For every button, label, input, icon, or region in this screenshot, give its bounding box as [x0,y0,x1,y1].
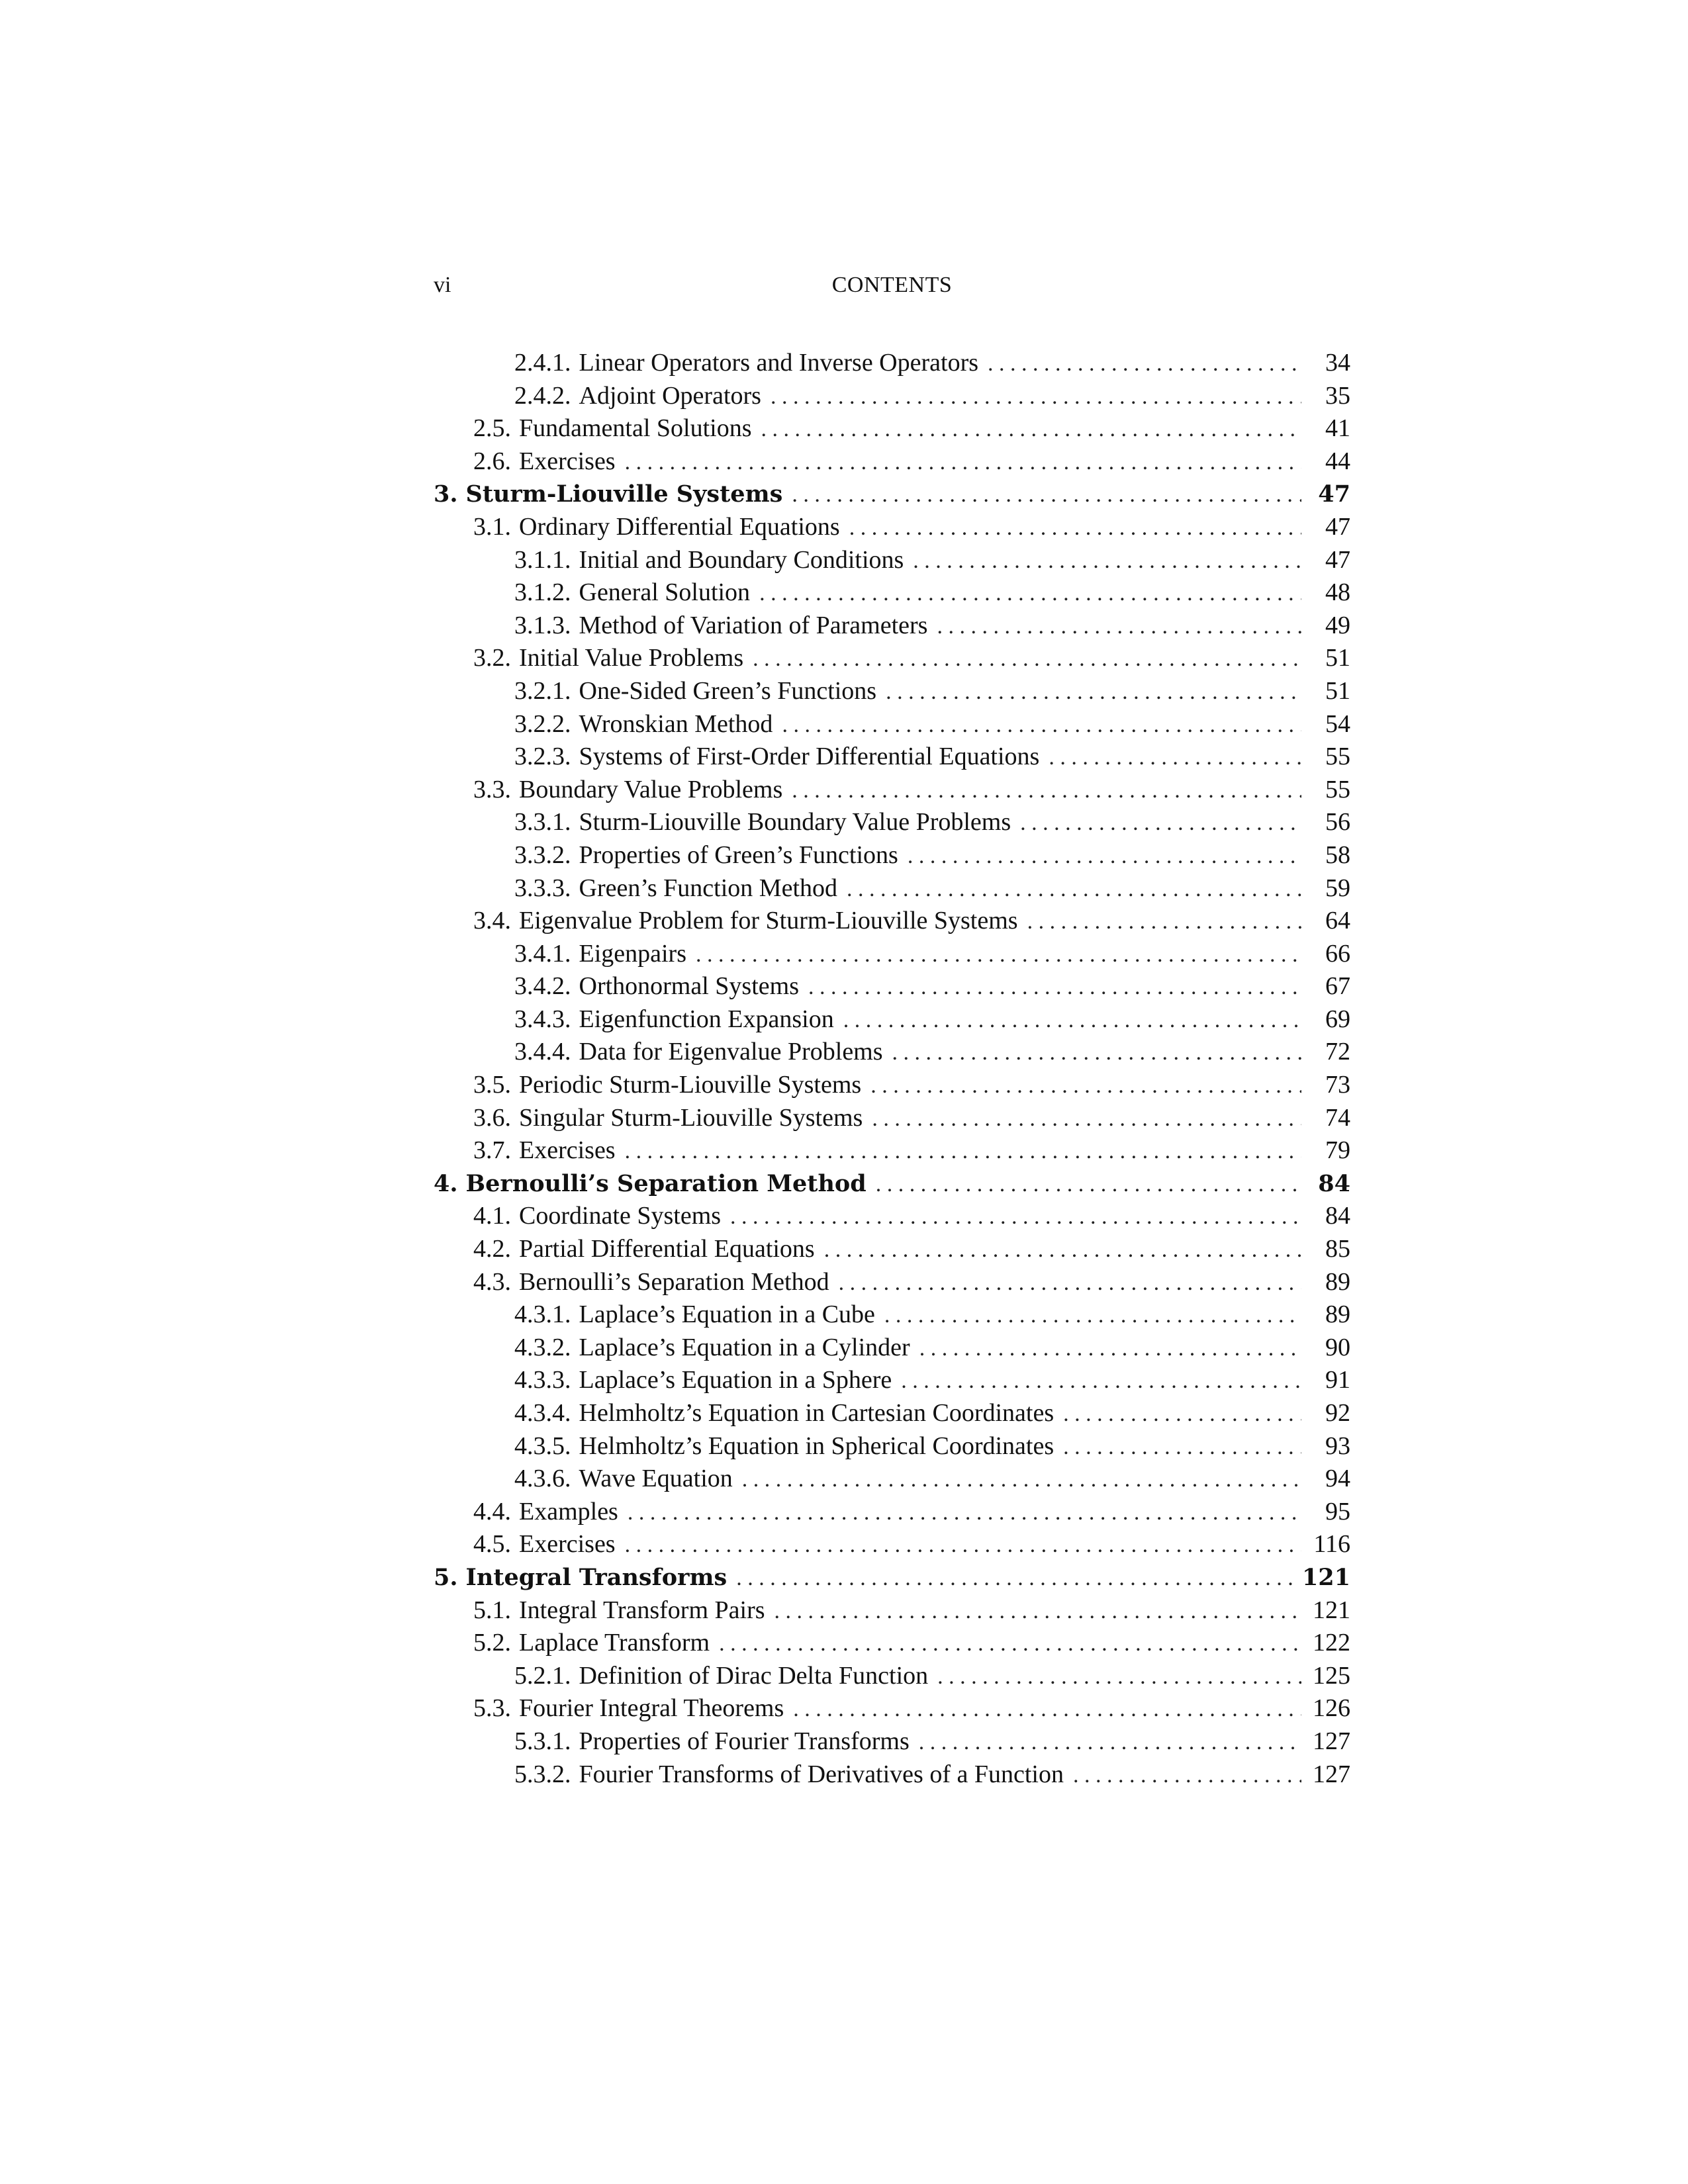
toc-entry-title: Laplace’s Equation in a Sphere [579,1366,892,1394]
toc-chapter-entry[interactable] [434,1561,1350,1594]
toc-section-entry[interactable] [434,774,1350,807]
toc-entry-number: 3.4.3. [514,1005,571,1033]
toc-section-entry[interactable] [434,1069,1350,1102]
toc-section-entry[interactable] [434,1233,1350,1266]
toc-dot-leader [988,347,1301,381]
toc-entry-number: 3.6. [473,1103,511,1132]
toc-entry-title: Helmholtz’s Equation in Cartesian Coordinates [579,1399,1055,1427]
toc-entry-title: Eigenvalue Problem for Sturm-Liouville Systems [519,907,1018,935]
toc-entry-number: 2.4.1. [514,349,571,377]
page-header [434,273,1350,312]
toc-section-entry[interactable] [434,412,1350,445]
toc-entry-number: 3.2.3. [514,743,571,771]
toc-entry-number: 5.1. [473,1596,511,1624]
toc-entry-title: Exercises [519,1530,616,1559]
toc-entry-page: 93 [1325,1432,1350,1460]
toc-entry-page: 85 [1325,1235,1350,1263]
toc-entry-title: Fourier Integral Theorems [519,1694,784,1723]
toc-entry-title: Adjoint Operators [579,381,761,410]
toc-dot-leader [628,1496,1301,1529]
toc-chapter-entry[interactable] [434,1167,1350,1201]
toc-section-entry[interactable] [434,970,1350,1003]
toc-dot-leader [625,1529,1301,1562]
toc-section-entry[interactable] [434,1758,1350,1792]
toc-section-entry[interactable] [434,839,1350,872]
toc-entry-number: 4.3.2. [514,1333,571,1361]
toc-dot-leader [937,610,1301,643]
toc-entry-page: 55 [1325,743,1350,771]
toc-section-entry[interactable] [434,872,1350,905]
toc-dot-leader [719,1627,1301,1661]
toc-entry-page: 79 [1325,1136,1350,1165]
toc-entry-page: 127 [1313,1760,1350,1788]
toc-entry-number: 3.1. [473,512,511,541]
toc-entry-number: 4.5. [473,1530,511,1559]
toc-entry-page: 116 [1313,1530,1350,1559]
toc-entry-page: 35 [1325,381,1350,410]
toc-entry-page: 69 [1325,1005,1350,1033]
toc-entry-number: 2.4.2. [514,381,571,410]
running-head: CONTENTS [831,273,953,297]
toc-section-entry[interactable] [434,610,1350,643]
toc-dot-leader [886,676,1301,709]
toc-entry-number: 3.2.2. [514,709,571,738]
toc-dot-leader [771,381,1301,414]
toc-entry-title: Laplace’s Equation in a Cube [579,1300,875,1329]
toc-dot-leader [919,1726,1301,1759]
toc-entry-number: 3.1.2. [514,578,571,607]
toc-section-entry[interactable] [434,708,1350,741]
toc-section-entry[interactable] [434,642,1350,675]
toc-section-entry[interactable] [434,511,1350,544]
toc-entry-page: 44 [1325,447,1350,475]
toc-entry-title: Bernoulli’s Separation Method [465,1169,867,1197]
toc-entry-title: Eigenfunction Expansion [579,1005,834,1033]
toc-entry-page: 67 [1325,972,1350,1001]
toc-entry-title: Integral Transform Pairs [519,1596,765,1624]
toc-entry-title: Bernoulli’s Separation Method [519,1267,829,1296]
toc-entry-number: 3. [434,480,458,508]
toc-section-entry[interactable] [434,1463,1350,1496]
toc-dot-leader [774,1595,1301,1628]
toc-entry-title: Periodic Sturm-Liouville Systems [519,1071,862,1099]
toc-section-entry[interactable] [434,347,1350,380]
toc-dot-leader [872,1103,1301,1136]
page-number: vi [434,273,451,297]
toc-section-entry[interactable] [434,1364,1350,1397]
toc-dot-leader [839,1267,1301,1300]
toc-entry-number: 3.3.2. [514,841,571,869]
toc-entry-page: 90 [1325,1333,1350,1361]
toc-entry-number: 5.3.2. [514,1760,571,1788]
toc-entry-page: 95 [1325,1497,1350,1525]
toc-dot-leader [625,446,1301,479]
toc-entry-number: 4.3. [473,1267,511,1296]
toc-entry-page: 84 [1325,1202,1350,1230]
toc-dot-leader [901,1365,1301,1398]
toc-section-entry[interactable] [434,1397,1350,1430]
toc-entry-title: Wave Equation [579,1465,733,1493]
toc-entry-number: 2.5. [473,414,511,443]
toc-entry-page: 51 [1325,676,1350,705]
toc-entry-number: 4.3.5. [514,1432,571,1460]
toc-entry-number: 5.2. [473,1629,511,1657]
toc-entry-page: 56 [1325,808,1350,837]
toc-dot-leader [808,971,1301,1004]
toc-entry-title: Orthonormal Systems [579,972,799,1001]
toc-dot-leader [753,643,1301,676]
toc-section-entry[interactable] [434,1134,1350,1167]
toc-section-entry[interactable] [434,1003,1350,1036]
toc-dot-leader [793,1693,1301,1726]
toc-section-entry[interactable] [434,1036,1350,1069]
toc-entry-title: Green’s Function Method [579,874,838,902]
toc-dot-leader [884,1299,1301,1332]
toc-section-entry[interactable] [434,1102,1350,1135]
toc-entry-title: Integral Transforms [465,1563,727,1591]
toc-entry-title: Laplace Transform [519,1629,710,1657]
toc-section-entry[interactable] [434,1627,1350,1660]
toc-section-entry[interactable] [434,445,1350,478]
toc-entry-number: 4.4. [473,1497,511,1525]
toc-section-entry[interactable] [434,1528,1350,1561]
toc-entry-number: 3.7. [473,1136,511,1165]
toc-dot-leader [736,1562,1293,1595]
toc-entry-title: Exercises [519,1136,616,1165]
toc-entry-number: 3.3.1. [514,808,571,837]
toc-dot-leader [761,413,1302,446]
toc-dot-leader [625,1135,1301,1168]
toc-entry-title: Linear Operators and Inverse Operators [579,349,979,377]
toc-entry-page: 55 [1325,775,1350,803]
toc-entry-title: Laplace’s Equation in a Cylinder [579,1333,910,1361]
toc-section-entry[interactable] [434,675,1350,708]
toc-entry-page: 48 [1325,578,1350,607]
toc-entry-number: 3.4. [473,907,511,935]
toc-entry-page: 54 [1325,709,1350,738]
toc-section-entry[interactable] [434,806,1350,839]
toc-entry-page: 73 [1325,1071,1350,1099]
toc-entry-number: 3.1.1. [514,545,571,574]
toc-section-entry[interactable] [434,1660,1350,1693]
toc-entry-number: 3.4.2. [514,972,571,1001]
toc-entry-title: One-Sided Green’s Functions [579,676,877,705]
toc-entry-page: 74 [1325,1103,1350,1132]
toc-entry-title: Data for Eigenvalue Problems [579,1038,883,1066]
toc-entry-page: 125 [1313,1661,1350,1690]
toc-entry-page: 89 [1325,1300,1350,1329]
toc-entry-title: Properties of Fourier Transforms [579,1727,910,1755]
toc-entry-page: 59 [1325,874,1350,902]
toc-entry-number: 5. [434,1563,458,1591]
toc-dot-leader [1020,807,1301,840]
toc-entry-title: Examples [519,1497,618,1525]
toc-entry-number: 5.3. [473,1694,511,1723]
toc-entry-page: 47 [1325,545,1350,574]
toc-entry-title: Sturm-Liouville Boundary Value Problems [579,808,1011,837]
toc-dot-leader [1049,741,1301,774]
toc-section-entry[interactable] [434,938,1350,971]
toc-dot-leader [849,512,1301,545]
toc-entry-number: 3.5. [473,1071,511,1099]
toc-dot-leader [919,1332,1301,1365]
toc-chapter-entry[interactable] [434,478,1350,511]
toc-dot-leader [937,1661,1301,1694]
toc-section-entry[interactable] [434,1594,1350,1627]
toc-dot-leader [759,577,1301,610]
toc-dot-leader [730,1201,1301,1234]
toc-section-entry[interactable] [434,576,1350,610]
toc-entry-page: 72 [1325,1038,1350,1066]
toc-entry-page: 34 [1325,349,1350,377]
toc-entry-title: Singular Sturm-Liouville Systems [519,1103,863,1132]
toc-entry-title: Coordinate Systems [519,1202,722,1230]
toc-dot-leader [1027,905,1301,938]
toc-entry-number: 4.2. [473,1235,511,1263]
toc-entry-page: 89 [1325,1267,1350,1296]
toc-section-entry[interactable] [434,380,1350,413]
toc-dot-leader [870,1069,1301,1103]
toc-section-entry[interactable] [434,905,1350,938]
toc-dot-leader [1073,1759,1301,1792]
toc-dot-leader [1063,1398,1301,1431]
toc-entry-title: Definition of Dirac Delta Function [579,1661,929,1690]
toc-entry-title: Helmholtz’s Equation in Spherical Coordinates [579,1432,1055,1460]
toc-dot-leader [824,1234,1301,1267]
toc-entry-page: 64 [1325,907,1350,935]
toc-entry-page: 126 [1313,1694,1350,1723]
toc-entry-number: 3.4.1. [514,939,571,968]
toc-entry-page: 51 [1325,644,1350,672]
toc-section-entry[interactable] [434,1266,1350,1299]
toc-entry-number: 3.3.3. [514,874,571,902]
toc-entry-page: 121 [1313,1596,1350,1624]
toc-dot-leader [792,774,1301,807]
toc-section-entry[interactable] [434,741,1350,774]
table-of-contents [434,347,1350,1791]
toc-entry-number: 3.4.4. [514,1038,571,1066]
toc-entry-number: 4.3.4. [514,1399,571,1427]
toc-entry-title: Initial Value Problems [519,644,744,672]
toc-dot-leader [696,938,1301,972]
toc-entry-title: Systems of First-Order Differential Equations [579,743,1040,771]
toc-section-entry[interactable] [434,1430,1350,1463]
toc-entry-title: Fourier Transforms of Derivatives of a Function [579,1760,1064,1788]
toc-entry-number: 5.3.1. [514,1727,571,1755]
toc-entry-number: 4.3.6. [514,1465,571,1493]
toc-section-entry[interactable] [434,1725,1350,1758]
toc-entry-number: 4.3.1. [514,1300,571,1329]
toc-entry-title: Exercises [519,447,616,475]
toc-entry-number: 3.3. [473,775,511,803]
toc-entry-number: 3.2. [473,644,511,672]
toc-entry-title: General Solution [579,578,751,607]
toc-entry-page: 121 [1301,1563,1350,1591]
toc-entry-number: 4.1. [473,1202,511,1230]
toc-dot-leader [892,1036,1301,1069]
toc-section-entry[interactable] [434,1298,1350,1332]
toc-entry-number: 3.2.1. [514,676,571,705]
toc-dot-leader [1063,1431,1301,1464]
toc-dot-leader [876,1168,1301,1201]
toc-entry-title: Fundamental Solutions [519,414,752,443]
toc-section-entry[interactable] [434,1692,1350,1725]
toc-entry-title: Sturm-Liouville Systems [465,480,783,508]
toc-entry-number: 4.3.3. [514,1366,571,1394]
toc-section-entry[interactable] [434,544,1350,577]
toc-entry-page: 92 [1325,1399,1350,1427]
toc-dot-leader [847,873,1301,906]
toc-section-entry[interactable] [434,1496,1350,1529]
toc-dot-leader [792,478,1301,512]
toc-entry-page: 41 [1325,414,1350,443]
toc-entry-title: Wronskian Method [579,709,773,738]
toc-entry-number: 5.2.1. [514,1661,571,1690]
toc-dot-leader [908,840,1301,873]
toc-entry-number: 3.1.3. [514,611,571,639]
toc-entry-page: 58 [1325,841,1350,869]
toc-dot-leader [782,709,1301,742]
toc-entry-page: 94 [1325,1465,1350,1493]
toc-entry-page: 66 [1325,939,1350,968]
toc-entry-title: Partial Differential Equations [519,1235,815,1263]
toc-dot-leader [843,1004,1301,1037]
toc-dot-leader [913,545,1301,578]
toc-entry-title: Properties of Green’s Functions [579,841,898,869]
toc-entry-title: Eigenpairs [579,939,687,968]
toc-entry-page: 84 [1318,1169,1350,1197]
toc-entry-page: 49 [1325,611,1350,639]
toc-dot-leader [742,1463,1301,1496]
toc-entry-title: Ordinary Differential Equations [519,512,840,541]
toc-entry-title: Method of Variation of Parameters [579,611,928,639]
toc-section-entry[interactable] [434,1332,1350,1365]
toc-entry-page: 122 [1313,1629,1350,1657]
toc-entry-number: 2.6. [473,447,511,475]
toc-entry-number: 4. [434,1169,458,1197]
toc-section-entry[interactable] [434,1200,1350,1233]
toc-entry-page: 91 [1325,1366,1350,1394]
toc-entry-title: Boundary Value Problems [519,775,783,803]
toc-entry-title: Initial and Boundary Conditions [579,545,904,574]
toc-entry-page: 47 [1318,480,1350,508]
toc-entry-page: 47 [1325,512,1350,541]
toc-entry-page: 127 [1313,1727,1350,1755]
